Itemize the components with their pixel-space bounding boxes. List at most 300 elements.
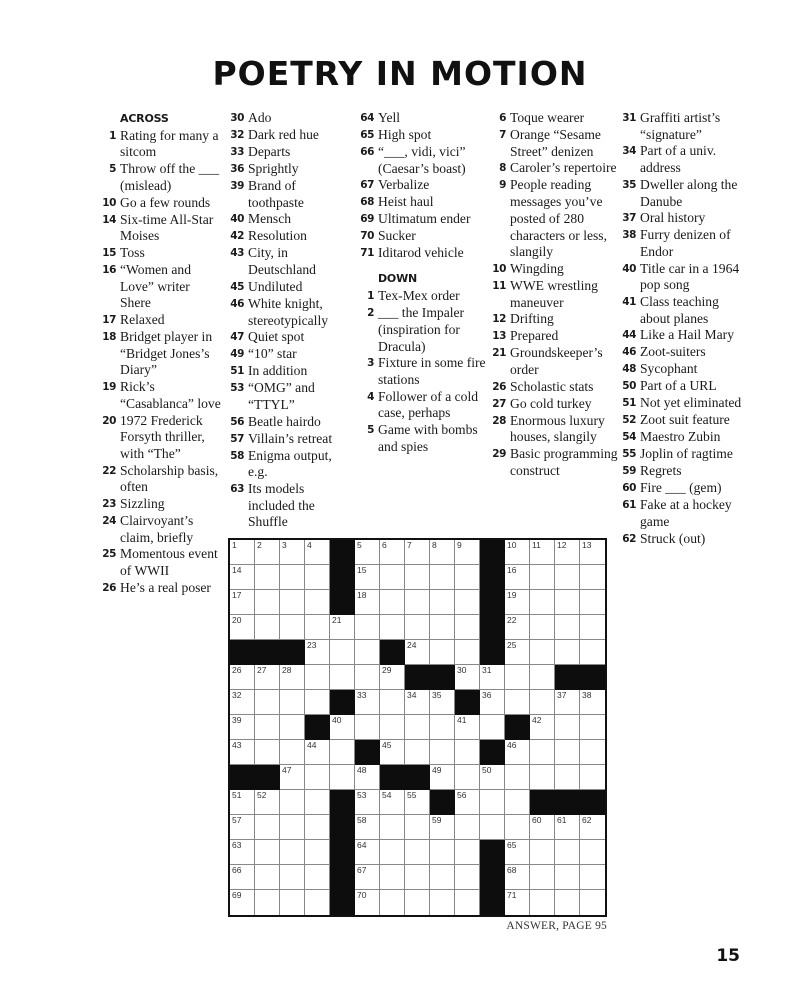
grid-cell[interactable] [405, 740, 430, 765]
clue-text: He’s a real poser [120, 579, 211, 595]
cell-number: 7 [407, 540, 412, 550]
across-clue [96, 195, 224, 212]
across-clue [96, 262, 224, 312]
grid-cell[interactable] [280, 890, 305, 915]
grid-cell[interactable] [455, 790, 480, 815]
cell-number: 56 [457, 790, 467, 800]
clue-number: 42 [230, 230, 244, 243]
across-clue [224, 127, 354, 144]
clue-text: In addition [248, 363, 308, 379]
grid-cell[interactable] [355, 840, 380, 865]
grid-cell[interactable] [455, 815, 480, 840]
grid-cell[interactable] [255, 740, 280, 765]
grid-cell[interactable] [280, 565, 305, 590]
grid-cell[interactable] [330, 740, 355, 765]
grid-cell[interactable] [430, 890, 455, 915]
grid-cell[interactable] [455, 840, 480, 865]
grid-cell[interactable] [255, 840, 280, 865]
clue-text: Enormous luxury houses, slangily [510, 412, 605, 445]
cell-number: 10 [507, 540, 517, 550]
cell-number: 41 [457, 715, 467, 725]
clue-number: 67 [360, 179, 374, 192]
across-clue [96, 496, 224, 513]
across-clue [224, 144, 354, 161]
across-clue [354, 177, 490, 194]
grid-cell[interactable] [505, 615, 530, 640]
grid-cell[interactable] [230, 715, 255, 740]
grid-cell[interactable] [405, 815, 430, 840]
grid-cell[interactable] [505, 740, 530, 765]
down-clue [616, 463, 748, 480]
clue-text: Dweller along the Danube [640, 176, 738, 209]
grid-cell[interactable] [230, 665, 255, 690]
grid-cell[interactable] [580, 740, 605, 765]
grid-cell[interactable] [430, 565, 455, 590]
grid-cell[interactable] [455, 865, 480, 890]
black-square [330, 540, 355, 565]
down-clue [486, 446, 618, 479]
grid-cell[interactable] [405, 590, 430, 615]
clue-text: Struck (out) [640, 530, 706, 546]
grid-cell[interactable] [380, 740, 405, 765]
grid-cell[interactable] [355, 865, 380, 890]
grid-cell[interactable] [355, 665, 380, 690]
grid-cell[interactable] [255, 715, 280, 740]
cell-number: 30 [457, 665, 467, 675]
grid-cell[interactable] [430, 690, 455, 715]
clue-text: Game with bombs and spies [378, 422, 478, 454]
grid-cell[interactable] [480, 665, 505, 690]
down-clue [616, 361, 748, 378]
grid-cell[interactable] [355, 890, 380, 915]
grid-cell[interactable] [530, 865, 555, 890]
grid-cell[interactable] [230, 890, 255, 915]
black-square [330, 590, 355, 615]
grid-cell[interactable] [330, 640, 355, 665]
across-clue [354, 110, 490, 127]
grid-cell[interactable] [580, 540, 605, 565]
grid-cell[interactable] [380, 590, 405, 615]
grid-cell[interactable] [480, 715, 505, 740]
grid-cell[interactable] [480, 815, 505, 840]
clue-number: 69 [360, 213, 374, 226]
grid-cell[interactable] [430, 715, 455, 740]
grid-cell[interactable] [305, 740, 330, 765]
across-clue [354, 211, 490, 228]
clue-number: 51 [230, 365, 244, 378]
grid-cell[interactable] [405, 865, 430, 890]
grid-cell[interactable] [380, 715, 405, 740]
grid-cell[interactable] [255, 590, 280, 615]
clue-number: 15 [102, 246, 116, 259]
cell-number: 31 [482, 665, 492, 675]
grid-cell[interactable] [305, 665, 330, 690]
across-clue [224, 161, 354, 178]
clue-text: City, in Deutschland [248, 245, 316, 278]
grid-cell[interactable] [505, 540, 530, 565]
grid-cell[interactable] [580, 590, 605, 615]
grid-cell[interactable] [330, 615, 355, 640]
grid-cell[interactable] [505, 690, 530, 715]
clue-text: Caroler’s repertoire [510, 160, 617, 176]
cell-number: 35 [432, 690, 442, 700]
grid-cell[interactable] [530, 840, 555, 865]
grid-cell[interactable] [405, 790, 430, 815]
cell-number: 4 [307, 540, 312, 550]
clue-number: 25 [102, 548, 116, 561]
down-clue [486, 311, 618, 328]
down-clue [486, 396, 618, 413]
grid-cell[interactable] [405, 640, 430, 665]
grid-cell[interactable] [530, 715, 555, 740]
black-square [380, 765, 405, 790]
grid-cell[interactable] [380, 615, 405, 640]
grid-cell[interactable] [580, 715, 605, 740]
clue-number: 22 [102, 464, 116, 477]
grid-cell[interactable] [530, 890, 555, 915]
grid-cell[interactable] [305, 890, 330, 915]
grid-cell[interactable] [580, 640, 605, 665]
grid-cell[interactable] [480, 765, 505, 790]
grid-cell[interactable] [530, 590, 555, 615]
clue-number: 71 [360, 247, 374, 260]
grid-cell[interactable] [505, 765, 530, 790]
grid-cell[interactable] [555, 890, 580, 915]
grid-cell[interactable] [230, 865, 255, 890]
clue-text: Joplin of ragtime [640, 446, 733, 462]
grid-cell[interactable] [230, 615, 255, 640]
grid-cell[interactable] [430, 740, 455, 765]
down-heading: DOWN [378, 272, 418, 286]
black-square [280, 640, 305, 665]
grid-cell[interactable] [280, 790, 305, 815]
cell-number: 55 [407, 790, 417, 800]
grid-cell[interactable] [380, 890, 405, 915]
grid-cell[interactable] [580, 565, 605, 590]
cell-number: 49 [432, 765, 442, 775]
grid-cell[interactable] [555, 690, 580, 715]
clue-number: 19 [102, 381, 116, 394]
grid-cell[interactable] [505, 890, 530, 915]
clue-text: Maestro Zubin [640, 429, 721, 445]
grid-cell[interactable] [305, 865, 330, 890]
grid-cell[interactable] [380, 690, 405, 715]
grid-cell[interactable] [255, 815, 280, 840]
grid-cell[interactable] [480, 790, 505, 815]
grid-cell[interactable] [530, 665, 555, 690]
grid-cell[interactable] [430, 540, 455, 565]
clue-text: Yell [378, 110, 401, 125]
grid-cell[interactable] [455, 740, 480, 765]
clue-text: Ado [248, 110, 272, 125]
grid-cell[interactable] [355, 540, 380, 565]
grid-cell[interactable] [455, 765, 480, 790]
grid-cell[interactable] [330, 765, 355, 790]
grid-cell[interactable] [555, 740, 580, 765]
grid-cell[interactable] [580, 615, 605, 640]
grid-cell[interactable] [280, 840, 305, 865]
across-clue [224, 363, 354, 380]
black-square [530, 790, 555, 815]
across-clue [224, 346, 354, 363]
cell-number: 57 [232, 815, 242, 825]
grid-cell[interactable] [455, 665, 480, 690]
grid-cell[interactable] [455, 640, 480, 665]
black-square [255, 640, 280, 665]
clue-text: Mensch [248, 211, 292, 227]
down-clue [616, 395, 748, 412]
grid-cell[interactable] [230, 565, 255, 590]
cell-number: 46 [507, 740, 517, 750]
grid-cell[interactable] [505, 665, 530, 690]
grid-cell[interactable] [380, 790, 405, 815]
grid-cell[interactable] [405, 840, 430, 865]
clue-number: 14 [102, 213, 116, 226]
grid-cell[interactable] [255, 565, 280, 590]
grid-cell[interactable] [380, 815, 405, 840]
clue-text: Iditarod vehicle [378, 245, 464, 261]
grid-cell[interactable] [330, 665, 355, 690]
grid-cell[interactable] [430, 640, 455, 665]
across-clue [224, 110, 354, 127]
cell-number: 24 [407, 640, 417, 650]
grid-cell[interactable] [230, 790, 255, 815]
grid-cell[interactable] [505, 790, 530, 815]
grid-cell[interactable] [455, 565, 480, 590]
grid-cell[interactable] [430, 815, 455, 840]
grid-cell[interactable] [555, 765, 580, 790]
clue-number: 63 [230, 483, 244, 496]
grid-cell[interactable] [430, 865, 455, 890]
clue-number: 62 [622, 532, 636, 545]
grid-cell[interactable] [255, 790, 280, 815]
down-clue [354, 288, 490, 305]
clue-text: Oral history [640, 210, 706, 226]
grid-cell[interactable] [530, 540, 555, 565]
grid-cell[interactable] [530, 690, 555, 715]
grid-cell[interactable] [530, 740, 555, 765]
grid-cell[interactable] [255, 690, 280, 715]
grid-cell[interactable] [455, 615, 480, 640]
grid-cell[interactable] [380, 540, 405, 565]
cell-number: 50 [482, 765, 492, 775]
black-square [230, 640, 255, 665]
grid-cell[interactable] [355, 690, 380, 715]
grid-cell[interactable] [555, 640, 580, 665]
clue-number: 23 [102, 498, 116, 511]
grid-cell[interactable] [530, 640, 555, 665]
grid-cell[interactable] [280, 740, 305, 765]
grid-cell[interactable] [405, 715, 430, 740]
grid-cell[interactable] [255, 665, 280, 690]
grid-cell[interactable] [305, 815, 330, 840]
cell-number: 3 [282, 540, 287, 550]
black-square [380, 640, 405, 665]
grid-cell[interactable] [530, 765, 555, 790]
grid-cell[interactable] [430, 840, 455, 865]
grid-cell[interactable] [405, 615, 430, 640]
across-clue [96, 513, 224, 546]
cell-number: 45 [382, 740, 392, 750]
clue-text: Graffiti artist’s “signature” [640, 110, 721, 142]
clue-number: 40 [230, 213, 244, 226]
grid-cell[interactable] [380, 840, 405, 865]
clue-text: Throw off the ___ (mislead) [120, 161, 220, 193]
grid-cell[interactable] [555, 815, 580, 840]
clue-text: Toss [120, 244, 145, 260]
grid-cell[interactable] [505, 865, 530, 890]
cell-number: 48 [357, 765, 367, 775]
grid-cell[interactable] [555, 865, 580, 890]
cell-number: 58 [357, 815, 367, 825]
clue-column-4 [486, 110, 618, 480]
cell-number: 70 [357, 890, 367, 900]
down-clue [486, 177, 618, 261]
cell-number: 42 [532, 715, 542, 725]
grid-cell[interactable] [280, 540, 305, 565]
grid-cell[interactable] [380, 565, 405, 590]
grid-cell[interactable] [430, 615, 455, 640]
grid-cell[interactable] [280, 690, 305, 715]
grid-cell[interactable] [255, 865, 280, 890]
black-square [480, 590, 505, 615]
clue-number: 41 [622, 296, 636, 309]
grid-cell[interactable] [355, 790, 380, 815]
cell-number: 14 [232, 565, 242, 575]
cell-number: 60 [532, 815, 542, 825]
grid-cell[interactable] [230, 815, 255, 840]
grid-cell[interactable] [355, 615, 380, 640]
clue-number: 12 [492, 313, 506, 326]
grid-cell[interactable] [330, 715, 355, 740]
grid-cell[interactable] [405, 540, 430, 565]
grid-cell[interactable] [230, 840, 255, 865]
grid-cell[interactable] [455, 715, 480, 740]
clue-text: Relaxed [120, 312, 165, 328]
clue-text: ___ the Impaler (inspiration for Dracula) [378, 305, 465, 354]
cell-number: 65 [507, 840, 517, 850]
cell-number: 47 [282, 765, 292, 775]
grid-cell[interactable] [405, 890, 430, 915]
grid-cell[interactable] [505, 840, 530, 865]
cell-number: 36 [482, 690, 492, 700]
grid-cell[interactable] [505, 590, 530, 615]
grid-cell[interactable] [405, 565, 430, 590]
grid-cell[interactable] [555, 540, 580, 565]
grid-cell[interactable] [380, 865, 405, 890]
grid-cell[interactable] [530, 815, 555, 840]
grid-cell[interactable] [255, 540, 280, 565]
clue-text: White knight, stereotypically [248, 295, 329, 328]
clue-text: Scholarship basis, often [120, 462, 219, 495]
grid-cell[interactable] [305, 840, 330, 865]
grid-cell[interactable] [280, 715, 305, 740]
clue-text: “___, vidi, vici” (Caesar’s boast) [378, 144, 466, 176]
grid-cell[interactable] [430, 590, 455, 615]
clue-text: Like a Hail Mary [640, 327, 734, 343]
grid-cell[interactable] [280, 590, 305, 615]
grid-cell[interactable] [230, 740, 255, 765]
grid-cell[interactable] [505, 640, 530, 665]
grid-cell[interactable] [230, 690, 255, 715]
grid-cell[interactable] [580, 890, 605, 915]
grid-cell[interactable] [280, 815, 305, 840]
grid-cell[interactable] [580, 865, 605, 890]
grid-cell[interactable] [305, 640, 330, 665]
grid-cell[interactable] [555, 565, 580, 590]
clue-text: Quiet spot [248, 329, 305, 345]
grid-cell[interactable] [355, 815, 380, 840]
grid-cell[interactable] [505, 565, 530, 590]
grid-cell[interactable] [305, 765, 330, 790]
grid-cell[interactable] [280, 665, 305, 690]
grid-cell[interactable] [355, 640, 380, 665]
clue-text: Undiluted [248, 278, 303, 294]
grid-cell[interactable] [555, 590, 580, 615]
grid-cell[interactable] [530, 565, 555, 590]
grid-cell[interactable] [555, 840, 580, 865]
grid-cell[interactable] [355, 565, 380, 590]
grid-cell[interactable] [305, 690, 330, 715]
grid-cell[interactable] [305, 540, 330, 565]
clue-text: Prepared [510, 328, 559, 344]
grid-cell[interactable] [355, 715, 380, 740]
grid-cell[interactable] [580, 765, 605, 790]
grid-cell[interactable] [230, 540, 255, 565]
grid-cell[interactable] [580, 840, 605, 865]
grid-cell[interactable] [455, 590, 480, 615]
clue-text: Sizzling [120, 496, 165, 512]
grid-cell[interactable] [555, 615, 580, 640]
cell-number: 1 [232, 540, 237, 550]
clue-text: “OMG” and “TTYL” [248, 380, 315, 412]
clue-number: 13 [492, 330, 506, 343]
clue-text: Sprightly [248, 161, 299, 176]
cell-number: 15 [357, 565, 367, 575]
grid-cell[interactable] [280, 615, 305, 640]
grid-cell[interactable] [505, 815, 530, 840]
grid-cell[interactable] [430, 765, 455, 790]
grid-cell[interactable] [280, 765, 305, 790]
grid-cell[interactable] [555, 715, 580, 740]
grid-cell[interactable] [580, 815, 605, 840]
grid-cell[interactable] [230, 590, 255, 615]
grid-cell[interactable] [255, 615, 280, 640]
grid-cell[interactable] [455, 890, 480, 915]
grid-cell[interactable] [580, 690, 605, 715]
grid-cell[interactable] [480, 690, 505, 715]
cell-number: 61 [557, 815, 567, 825]
grid-cell[interactable] [455, 540, 480, 565]
grid-cell[interactable] [355, 765, 380, 790]
grid-cell[interactable] [530, 615, 555, 640]
grid-cell[interactable] [305, 565, 330, 590]
clue-text: Toque wearer [510, 110, 585, 125]
grid-cell[interactable] [380, 665, 405, 690]
grid-cell[interactable] [305, 615, 330, 640]
down-clue [486, 110, 618, 127]
clue-number: 47 [230, 331, 244, 344]
grid-cell[interactable] [405, 690, 430, 715]
grid-cell[interactable] [305, 790, 330, 815]
clue-column-1 [96, 110, 224, 597]
clue-number: 28 [492, 414, 506, 427]
grid-cell[interactable] [280, 865, 305, 890]
grid-cell[interactable] [255, 890, 280, 915]
grid-cell[interactable] [305, 590, 330, 615]
clue-number: 18 [102, 331, 116, 344]
grid-cell[interactable] [355, 590, 380, 615]
